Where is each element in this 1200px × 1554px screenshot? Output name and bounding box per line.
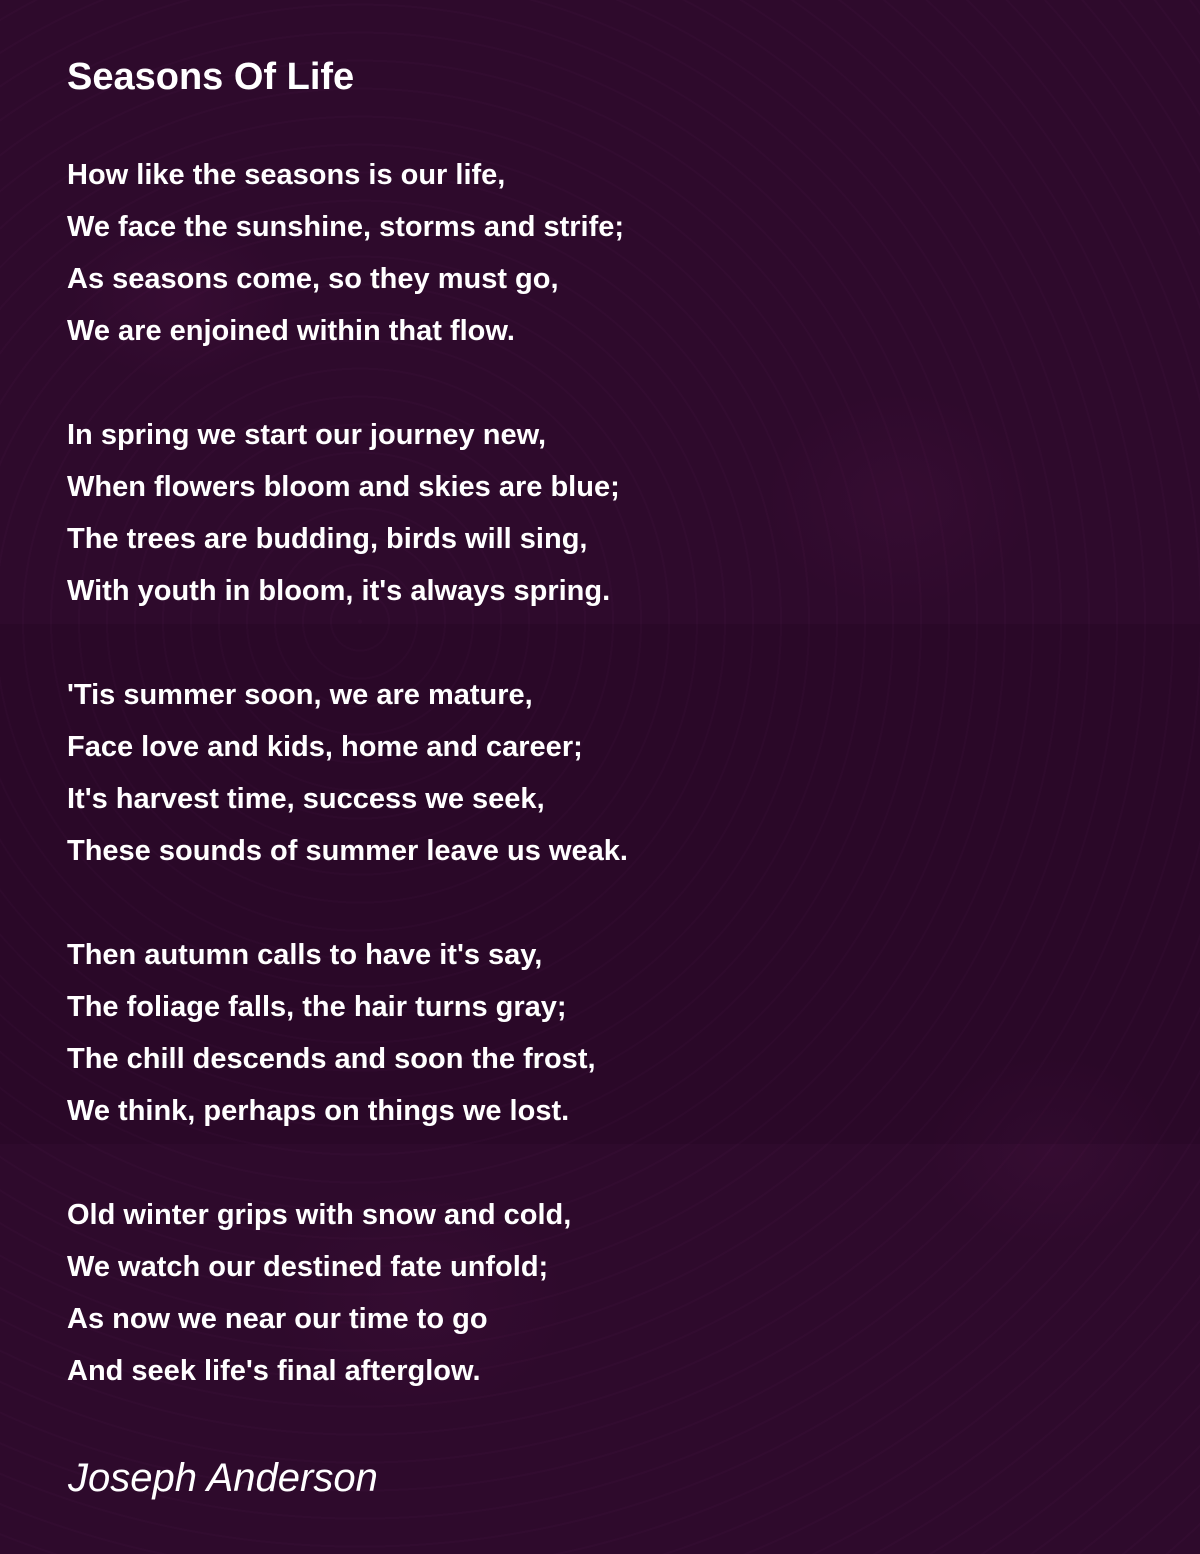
poem-line: The foliage falls, the hair turns gray; [67, 991, 567, 1023]
stanza-1 [67, 149, 1167, 357]
poem-line: 'Tis summer soon, we are mature, [67, 679, 533, 711]
poem-line: We think, perhaps on things we lost. [67, 1095, 570, 1127]
poem-body [67, 149, 1167, 1449]
poem-line: The chill descends and soon the frost, [67, 1043, 596, 1075]
stanza-4 [67, 929, 1167, 1137]
poem-line: We are enjoined within that flow. [67, 315, 515, 347]
poem-line: With youth in bloom, it's always spring. [67, 575, 611, 607]
poem-line: These sounds of summer leave us weak. [67, 835, 628, 867]
poem-line: Old winter grips with snow and cold, [67, 1199, 572, 1231]
poem-line: When flowers bloom and skies are blue; [67, 471, 620, 503]
poem-line: We watch our destined fate unfold; [67, 1251, 549, 1283]
poem-author: Joseph Anderson [68, 1456, 378, 1500]
poem-line: Then autumn calls to have it's say, [67, 939, 543, 971]
poem-line: It's harvest time, success we seek, [67, 783, 545, 815]
poem-title: Seasons Of Life [67, 56, 355, 98]
stanza-2 [67, 409, 1167, 617]
stanza-3 [67, 669, 1167, 877]
poem-line: As seasons come, so they must go, [67, 263, 559, 295]
poem-line: In spring we start our journey new, [67, 419, 547, 451]
poem-line: How like the seasons is our life, [67, 159, 506, 191]
poem-line: As now we near our time to go [67, 1303, 488, 1335]
poem-line: The trees are budding, birds will sing, [67, 523, 588, 555]
poem-line: And seek life's final afterglow. [67, 1355, 481, 1387]
stanza-5 [67, 1189, 1167, 1397]
poem-line: Face love and kids, home and career; [67, 731, 583, 763]
poem-line: We face the sunshine, storms and strife; [67, 211, 625, 243]
